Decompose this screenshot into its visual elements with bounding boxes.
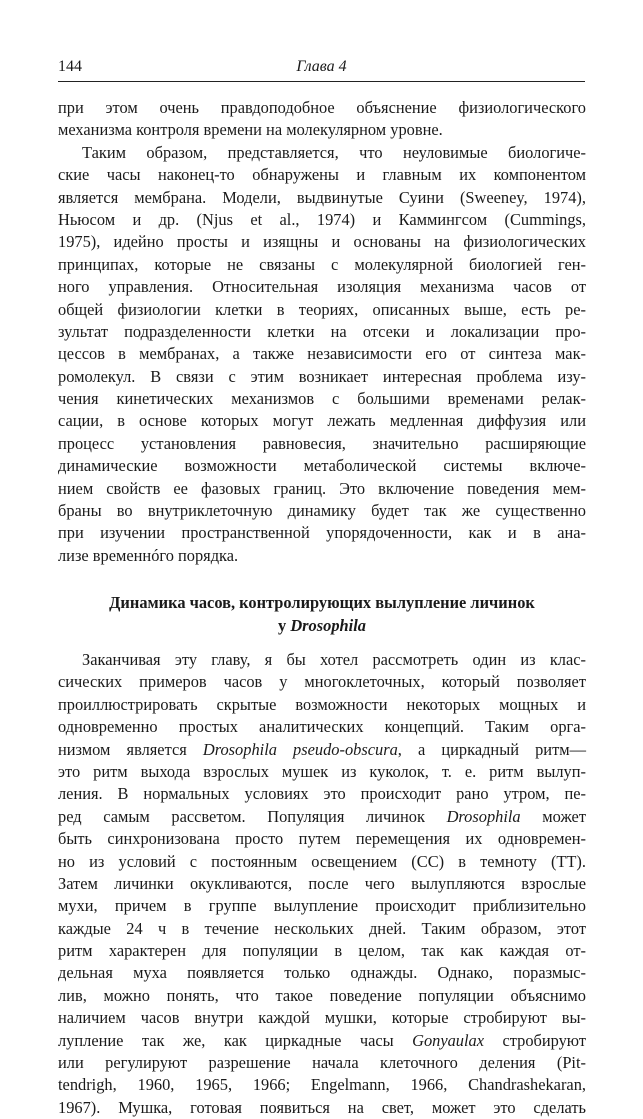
text-line: лив, можно понять, что такое поведение популяции объяснимо (58, 985, 586, 1005)
text-line: ного управления. Относительная изоляция механизма часов от (58, 277, 586, 297)
text-line: нием свойств ее фазовых границ. Это включение поведения мем- (58, 478, 586, 498)
text-line: при этом очень правдоподобное объяснение физиологического (58, 98, 586, 117)
text-line: tendrigh, 1960, 1965, 1966; Engelmann, 1966, Chandrashekaran, (58, 1075, 586, 1095)
text-line: Заканчивая эту главу, я бы хотел рассмотреть один из клас- (82, 650, 586, 670)
italic-term: Drosophila (446, 806, 521, 826)
paragraph-2 (58, 142, 586, 567)
text-line: ритм характерен для популяции в целом, так как каждая от- (58, 941, 586, 961)
italic-term: Drosophila pseudo-obscura (202, 739, 398, 759)
text-line: ред самым рассветом. Популяция личинок Drosophila может (58, 806, 586, 826)
text-line: зультат подразделенности клетки на отсеки и локализации про- (58, 321, 586, 341)
text-line: цессов в мембранах, а также независимости его от синтеза мак- (58, 344, 586, 364)
text-line: Ньюсом и др. (Njus et al., 1974) и Каммингсом (Cummings, (58, 209, 586, 229)
text-line: сических примеров часов у многоклеточных, который позволяет (58, 672, 586, 692)
text-line: динамические возможности метаболической системы включе- (58, 456, 586, 476)
running-header (58, 58, 585, 82)
text-line: принципах, которые не связаны с молекулярной биологией ген- (58, 254, 586, 274)
page-body (58, 97, 586, 1119)
text-line: 1967). Мушка, готовая появиться на свет, может это сделать (58, 1097, 586, 1117)
section-heading-line1: Динамика часов, контролирующих вылупление личинок (109, 593, 535, 613)
paragraph-3 (58, 649, 586, 1119)
text-line: или регулируют разрешение начала клеточного деления (Pit- (58, 1053, 586, 1073)
text-line: Таким образом, представляется, что неуловимые биологиче- (82, 142, 586, 162)
text-line: каждые 24 ч в течение нескольких дней. Таким образом, этот (58, 918, 586, 938)
text-line: является мембрана. Модели, выдвинутые Суини (Sweeney, 1974), (58, 187, 586, 207)
text-line: Затем личинки окукливаются, после чего вылупляются взрослые (58, 873, 586, 893)
text-line: ские часы наконец-то обнаружены и главным их компонентом (58, 165, 586, 185)
paragraph-1 (58, 97, 586, 142)
section-heading-prefix: у (278, 615, 287, 635)
page-number: 144 (58, 58, 82, 75)
text-line: 1975), идейно просты и изящны и основаны на физиологических (58, 232, 586, 252)
section-heading (58, 592, 586, 637)
italic-term: Gonyaulax (412, 1030, 485, 1050)
text-line: дельная муха появляется только однажды. Однако, поразмыс- (58, 963, 586, 983)
text-line: одновременно простых аналитических концепций. Таким орга- (58, 717, 586, 737)
text-line: быть синхронизована просто путем перемещения их одновремен- (58, 829, 586, 849)
text-line: общей физиологии клетки в теориях, описанных выше, есть ре- (58, 299, 586, 319)
text-line: наличием часов внутри каждой мушки, которые стробируют вы- (58, 1008, 586, 1028)
section-heading-line2 (58, 615, 586, 637)
text-line: мухи, причем в группе вылупление происходит приблизительно (58, 896, 586, 916)
text-line: ления. В нормальных условиях это происходит рано утром, пе- (58, 784, 586, 804)
text-line: проиллюстрировать скрытые возможности некоторых мощных и (58, 694, 586, 714)
text-line: низмом является Drosophila pseudo-obscura, а циркадный ритм— (58, 739, 586, 759)
text-line: процесс установления равновесия, значительно расширяющие (58, 433, 586, 453)
text-line: это ритм выхода взрослых мушек из куколок, т. е. ритм вылуп- (58, 761, 586, 781)
text-line: сации, в основе которых могут лежать медленная диффузия или (58, 411, 586, 431)
text-line: но из условий с постоянным освещением (СС) в темноту (ТТ). (58, 851, 586, 871)
text-line: ромолекул. В связи с этим возникает интересная проблема изу- (58, 366, 586, 386)
chapter-title: Глава 4 (296, 58, 347, 75)
text-line: механизма контроля времени на молекулярном уровне. (58, 120, 443, 140)
text-line: лизе временнóго порядка. (58, 545, 239, 565)
text-line: при изучении пространственной упорядоченности, как и в ана- (58, 523, 586, 543)
text-line: чения кинетических механизмов с большими временами релак- (58, 389, 586, 409)
text-line: браны во внутриклеточную динамику будет так же существенно (58, 501, 586, 521)
section-heading-genus: Drosophila (290, 615, 366, 635)
header-rule (58, 81, 585, 82)
text-line: лупление так же, как циркадные часы Gonyaulax стробируют (58, 1030, 586, 1050)
